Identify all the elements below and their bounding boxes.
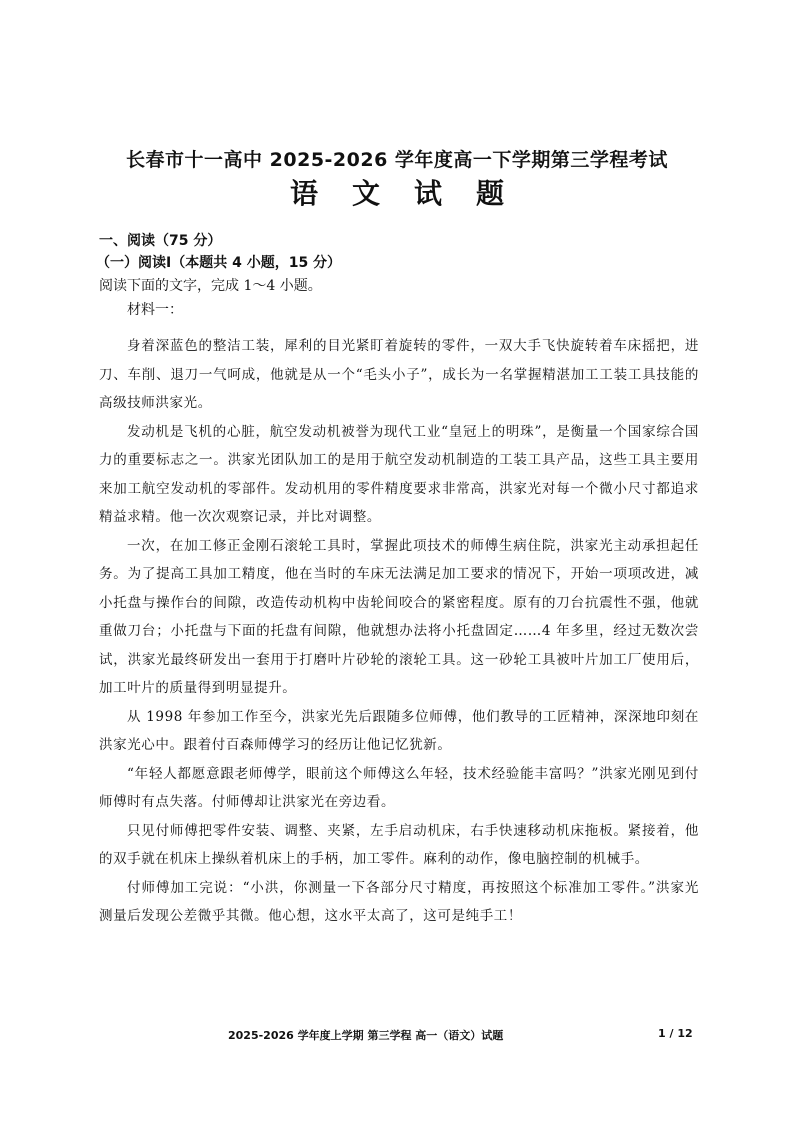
reading-section [96,230,699,931]
paragraph: 只见付师傅把零件安装、调整、夹紧，左手启动机床，右手快速移动机床拖板。紧接着，他的双手就在机床上操纵着机床上的手柄，加工零件。麻利的动作，像电脑控制的机械手。 [99,822,699,867]
footer-text: 2025-2026 学年度上学期 第三学程 高一（语文）试题 [228,1029,504,1042]
exam-title: 长春市十一高中 2025-2026 学年度高一下学期第三学程考试 [126,149,668,171]
subject-title: 语文试题 [289,177,538,210]
reading-instruction: 阅读下面的文字，完成 1～4 小题。 [99,278,322,294]
paragraph: “年轻人都愿意跟老师傅学，眼前这个师傅这么年轻，技术经验能丰富吗？”洪家光刚见到付师傅时有点失落。付师傅却让洪家光在旁边看。 [99,765,699,810]
paragraph: 发动机是飞机的心脏，航空发动机被誉为现代工业“皇冠上的明珠”，是衡量一个国家综合国力的重要标志之一。洪家光团队加工的是用于航空发动机制造的工装工具产品，这些工具主要用来加工航空发动机的零部件。发动机用的零件精度要求非常高，洪家光对每一个微小尺寸都追求精益求精。他一次次观察记录，并比对调整。 [99,423,699,525]
section-heading: 一、阅读（75 分） [99,233,222,249]
page-number: 1 / 12 [658,1027,693,1040]
section-subheading: （一）阅读I（本题共 4 小题，15 分） [96,255,342,271]
paragraph: 一次，在加工修正金刚石滚轮工具时，掌握此项技术的师傅生病住院，洪家光主动承担起任务。为了提高工具加工精度，他在当时的车床无法满足加工要求的情况下，开始一项项改进，减小托盘与操作台的间隙，改造传动机构中齿轮间咬合的紧密程度。原有的刀台抗震性不强，他就重做刀台；小托盘与下面的托盘有间隙，他就想办法将小托盘固定……4 年多里，经过无数次尝试，洪家光最终研发出一套用于打磨叶片砂轮的滚轮工具。这一砂轮工具被叶片加工厂使用后，加工叶片的质量得到明显提升。 [99,537,699,696]
paragraph: 付师傅加工完说：“小洪，你测量一下各部分尺寸精度，再按照这个标准加工零件。”洪家光测量后发现公差微乎其微。他心想，这水平太高了，这可是纯手工！ [99,879,699,924]
material-label: 材料一： [127,302,183,318]
paragraph: 身着深蓝色的整洁工装，犀利的目光紧盯着旋转的零件，一双大手飞快旋转着车床摇把，进刀、车削、退刀一气呵成，他就是从一个“毛头小子”，成长为一名掌握精湛加工工装工具技能的高级技师洪家光。 [99,338,699,411]
paragraph: 从 1998 年参加工作至今，洪家光先后跟随多位师傅，他们教导的工匠精神，深深地印刻在洪家光心中。跟着付百森师傅学习的经历让他记忆犹新。 [99,708,699,753]
